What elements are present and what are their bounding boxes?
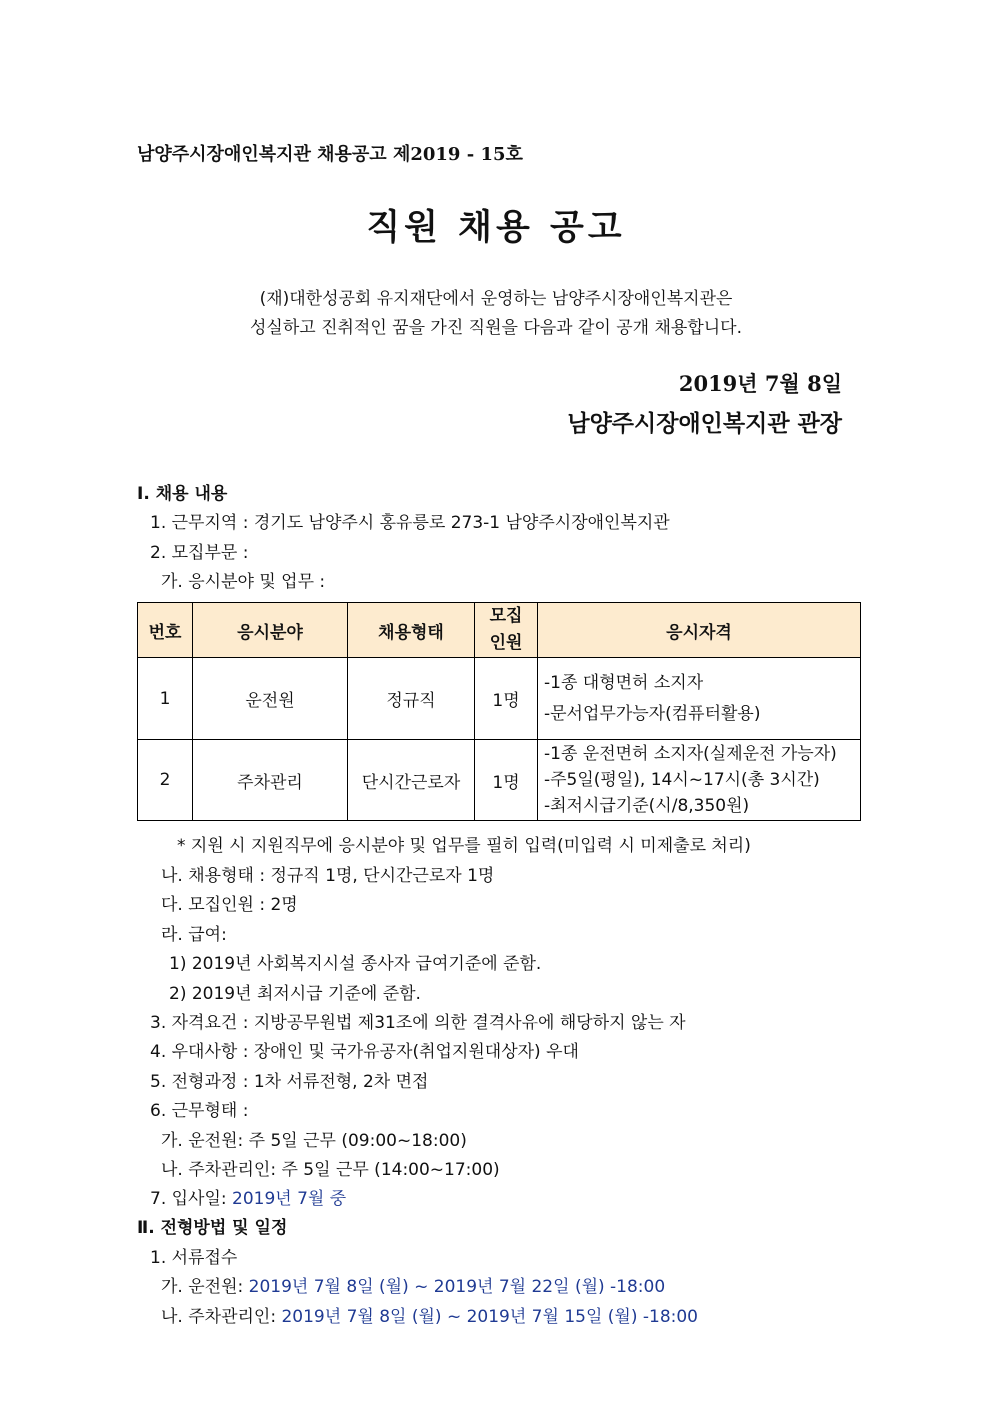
header-no: 번호 xyxy=(138,603,193,658)
work-type-driver: 가. 운전원: 주 5일 근무 (09:00~18:00) xyxy=(161,1131,467,1151)
row2-qual-1: -1종 운전면허 소지자(실제운전 가능자) xyxy=(544,744,837,764)
recruit-category: 2. 모집부문 : xyxy=(150,543,249,563)
salary-item-2: 2) 2019년 최저시급 기준에 준함. xyxy=(169,984,421,1004)
table-note: * 지원 시 지원직무에 응시분야 및 업무를 필히 입력(미입력 시 미제출로 처리) xyxy=(177,836,751,856)
row2-count: 1명 xyxy=(475,740,538,821)
section1-heading: Ⅰ. 채용 내용 xyxy=(137,484,228,504)
salary-item-1: 1) 2019년 사회복지시설 종사자 급여기준에 준함. xyxy=(169,954,542,974)
row2-no: 2 xyxy=(138,740,193,821)
recruit-table xyxy=(137,602,861,821)
intro-line-2: 성실하고 진취적인 꿈을 가진 직원을 다음과 같이 공개 채용합니다. xyxy=(249,318,743,338)
submission-parking xyxy=(161,1302,698,1327)
notice-number: 남양주시장애인복지관 채용공고 제2019 - 15호 xyxy=(137,144,523,165)
work-location: 1. 근무지역 : 경기도 남양주시 홍유릉로 273-1 남양주시장애인복지관 xyxy=(150,513,670,533)
row1-field: 운전원 xyxy=(193,658,348,740)
row1-no: 1 xyxy=(138,658,193,740)
row1-qual-2: -문서업무가능자(컴퓨터활용) xyxy=(544,703,761,724)
notice-date: 2019년 7월 8일 xyxy=(678,371,842,396)
header-count-line1: 모집 xyxy=(489,606,523,626)
submission-driver-label: 가. 운전원: xyxy=(161,1277,244,1297)
recruit-count: 다. 모집인원 : 2명 xyxy=(161,895,298,915)
selection-process: 5. 전형과정 : 1차 서류전형, 2차 면접 xyxy=(150,1072,429,1092)
start-date-label: 7. 입사일: xyxy=(150,1189,227,1209)
header-count-line2: 인원 xyxy=(489,633,523,653)
submission-parking-label: 나. 주차관리인: xyxy=(161,1307,277,1327)
salary-label: 라. 급여: xyxy=(161,925,227,945)
work-type-label: 6. 근무형태 : xyxy=(150,1101,249,1121)
submission-driver-period: 2019년 7월 8일 (월) ~ 2019년 7월 22일 (월) -18:00 xyxy=(248,1277,666,1297)
employment-type: 나. 채용형태 : 정규직 1명, 단시간근로자 1명 xyxy=(161,866,495,886)
row2-field: 주차관리 xyxy=(193,740,348,821)
issuer: 남양주시장애인복지관 관장 xyxy=(567,410,842,437)
row2-qual-2: -주5일(평일), 14시~17시(총 3시간) xyxy=(544,770,820,790)
table-row xyxy=(138,658,861,740)
page-title: 직원 채용 공고 xyxy=(366,208,626,248)
document-submission: 1. 서류접수 xyxy=(150,1248,238,1268)
row2-qualifications xyxy=(538,740,861,821)
header-field: 응시분야 xyxy=(193,603,348,658)
row1-type: 정규직 xyxy=(348,658,475,740)
row1-qualifications xyxy=(538,658,861,740)
submission-parking-period: 2019년 7월 8일 (월) ~ 2019년 7월 15일 (월) -18:00 xyxy=(281,1307,699,1327)
header-count xyxy=(475,603,538,658)
row1-count: 1명 xyxy=(475,658,538,740)
header-qualification: 응시자격 xyxy=(538,603,861,658)
preference: 4. 우대사항 : 장애인 및 국가유공자(취업지원대상자) 우대 xyxy=(150,1042,579,1062)
field-and-duty-label: 가. 응시분야 및 업무 : xyxy=(161,572,326,592)
intro-line-1: (재)대한성공회 유지재단에서 운영하는 남양주시장애인복지관은 xyxy=(259,289,733,309)
row2-type: 단시간근로자 xyxy=(348,740,475,821)
table-header-row xyxy=(138,603,861,658)
eligibility: 3. 자격요건 : 지방공무원법 제31조에 의한 결격사유에 해당하지 않는 자 xyxy=(150,1013,686,1033)
header-type: 채용형태 xyxy=(348,603,475,658)
work-type-parking: 나. 주차관리인: 주 5일 근무 (14:00~17:00) xyxy=(161,1160,500,1180)
start-date xyxy=(150,1184,346,1209)
section2-heading: Ⅱ. 전형방법 및 일정 xyxy=(137,1218,288,1238)
start-date-value: 2019년 7월 중 xyxy=(232,1189,347,1209)
row2-qual-3: -최저시급기준(시/8,350원) xyxy=(544,796,750,816)
row1-qual-1: -1종 대형면허 소지자 xyxy=(544,672,704,693)
table-row xyxy=(138,740,861,821)
submission-driver xyxy=(161,1272,665,1297)
